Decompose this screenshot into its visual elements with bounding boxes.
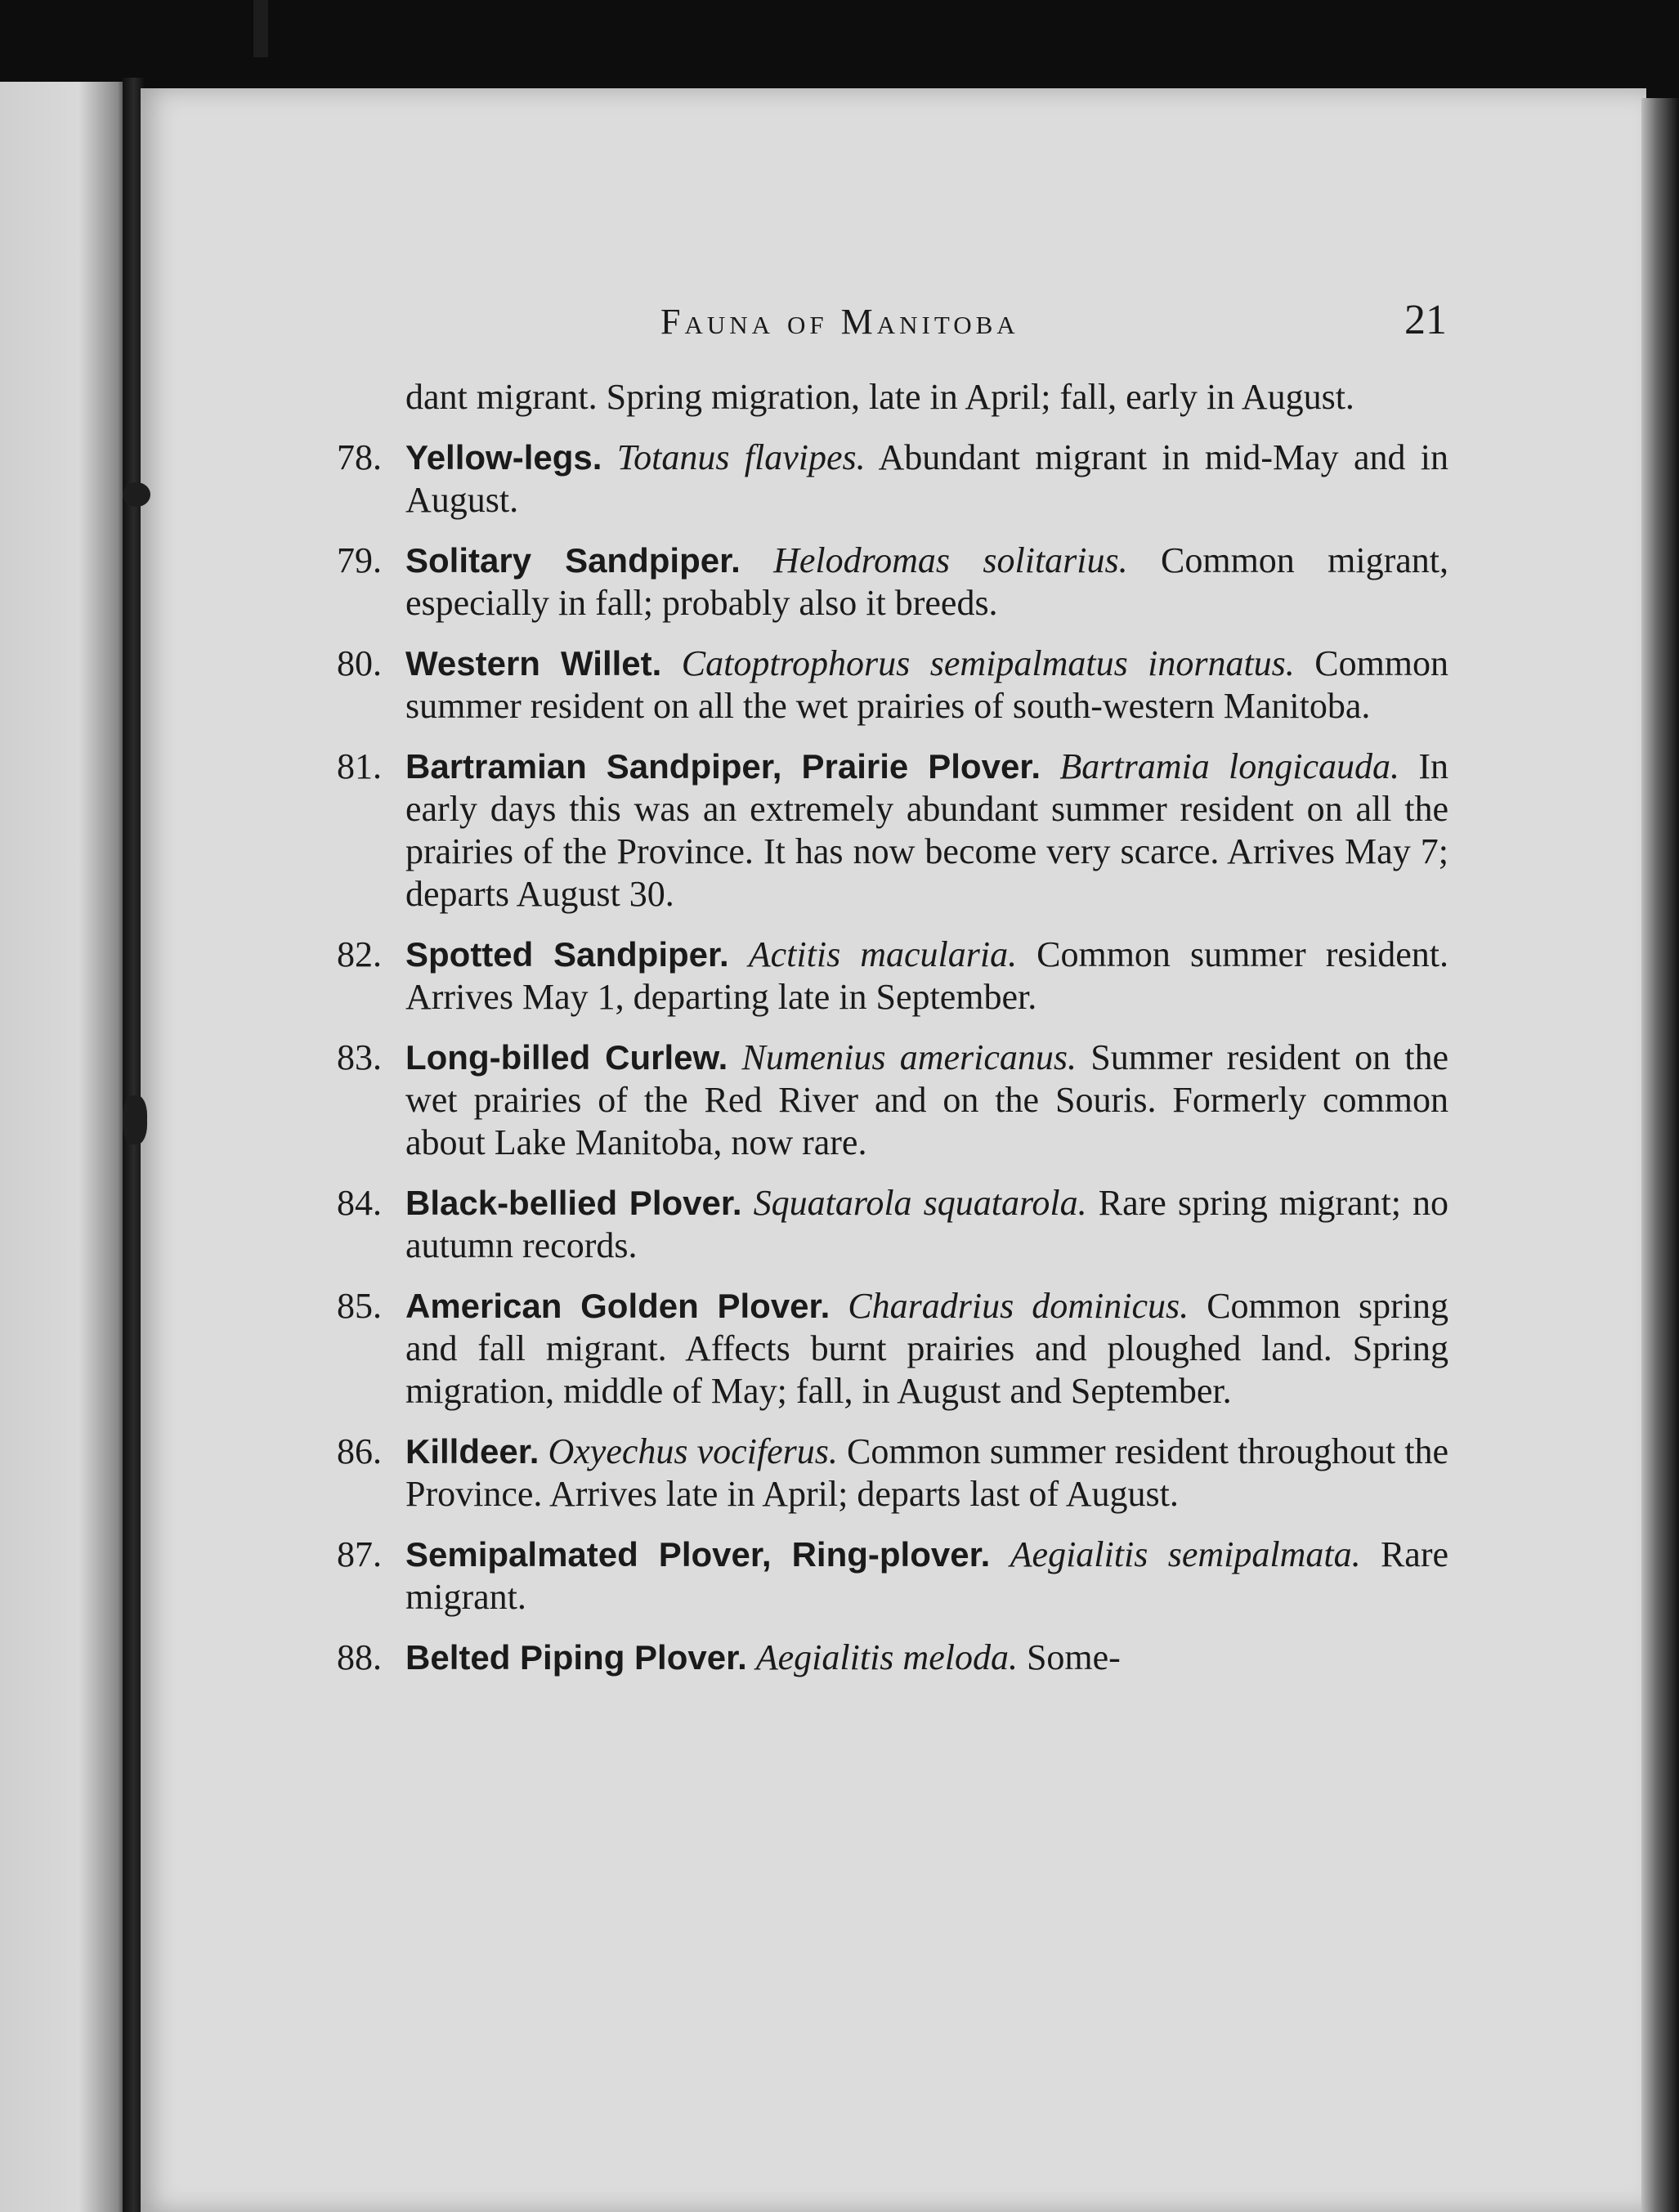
scientific-name: Oxyechus vociferus. [548, 1431, 838, 1471]
species-list [337, 376, 1448, 1697]
common-name: American Golden Plover. [405, 1287, 831, 1325]
entry-description: Some- [1026, 1637, 1121, 1677]
common-name: Western Willet. [405, 644, 662, 683]
entry-number: 88. [337, 1637, 382, 1677]
entry-number: 86. [337, 1431, 382, 1471]
entry-description: Summer resident on the wet prairies of the Red River and on the Souris. Formerly common about Lake Manitoba, now rare. [405, 1037, 1449, 1162]
entry-description: Common summer resident throughout the Province. Arrives late in April; departs last of August. [405, 1431, 1449, 1514]
common-name: Semipalmated Plover, Ring-plover. [405, 1535, 991, 1574]
entry-number: 85. [337, 1286, 382, 1326]
species-entry [337, 1534, 1448, 1619]
scan-mark [123, 1095, 147, 1144]
entry-description: Common migrant, especially in fall; probably also it breeds. [405, 540, 1448, 623]
species-entry [337, 1285, 1448, 1413]
entry-number: 82. [337, 934, 382, 974]
scientific-name: Charadrius dominicus. [848, 1286, 1189, 1326]
facing-page-edge [0, 82, 131, 2212]
common-name: Spotted Sandpiper. [405, 935, 729, 974]
running-title: Fauna of Manitoba [660, 302, 1019, 342]
common-name: Solitary Sandpiper. [405, 541, 741, 580]
common-name: Black-bellied Plover. [405, 1184, 742, 1222]
species-entry [337, 1182, 1448, 1267]
page-right-edge [1641, 98, 1679, 2212]
species-entry [337, 746, 1448, 916]
scan-mark [253, 0, 268, 57]
scientific-name: Squatarola squatarola. [753, 1183, 1087, 1223]
entry-description: Common summer resident on all the wet prairies of south-western Manitoba. [405, 643, 1449, 726]
scientific-name: Numenius americanus. [741, 1037, 1077, 1077]
entry-description: Rare migrant. [405, 1534, 1449, 1617]
entry-number: 80. [337, 643, 382, 683]
scientific-name: Totanus flavipes. [616, 437, 866, 477]
scientific-name: Actitis macularia. [748, 934, 1018, 974]
page-number: 21 [1404, 297, 1447, 343]
entry-number: 84. [337, 1183, 382, 1223]
entry-number: 87. [337, 1534, 382, 1574]
species-entry [337, 934, 1448, 1019]
common-name: Killdeer. [405, 1432, 540, 1471]
entry-description: Abundant migrant in mid-May and in August. [405, 437, 1448, 520]
species-entry [337, 1637, 1448, 1679]
entry-number: 83. [337, 1037, 382, 1077]
entry-description: Rare spring migrant; no autumn records. [405, 1183, 1448, 1265]
common-name: Bartramian Sandpiper, Prairie Plover. [405, 747, 1041, 786]
scan-mark [123, 482, 150, 507]
common-name: Long-billed Curlew. [405, 1038, 728, 1077]
species-entry [337, 540, 1448, 625]
entry-number: 81. [337, 746, 382, 786]
species-entry [337, 437, 1448, 522]
species-entry [337, 1431, 1448, 1516]
entry-number: 78. [337, 437, 382, 477]
species-entry [337, 643, 1448, 728]
entry-number: 79. [337, 540, 382, 580]
entry-description: Common spring and fall migrant. Affects burnt prairies and ploughed land. Spring migration, middle of May; fall, in August and September. [405, 1286, 1449, 1411]
scientific-name: Catoptrophorus semipalmatus inornatus. [681, 643, 1295, 683]
entry-description: Common summer resident. Arrives May 1, departing late in September. [405, 934, 1449, 1017]
scientific-name: Aegialitis semipalmata. [1010, 1534, 1361, 1574]
scientific-name: Bartramia longicauda. [1059, 746, 1400, 786]
entry-description: In early days this was an extremely abundant summer resident on all the prairies of the Province. It has now become very scarce. Arrives May 7; departs August 30. [405, 746, 1449, 914]
species-entry [337, 1037, 1448, 1164]
scientific-name: Aegialitis meloda. [755, 1637, 1018, 1677]
continued-paragraph: dant migrant. Spring migration, late in April; fall, early in August. [405, 377, 1354, 417]
common-name: Belted Piping Plover. [405, 1638, 747, 1677]
scientific-name: Helodromas solitarius. [773, 540, 1128, 580]
common-name: Yellow-legs. [405, 438, 602, 477]
